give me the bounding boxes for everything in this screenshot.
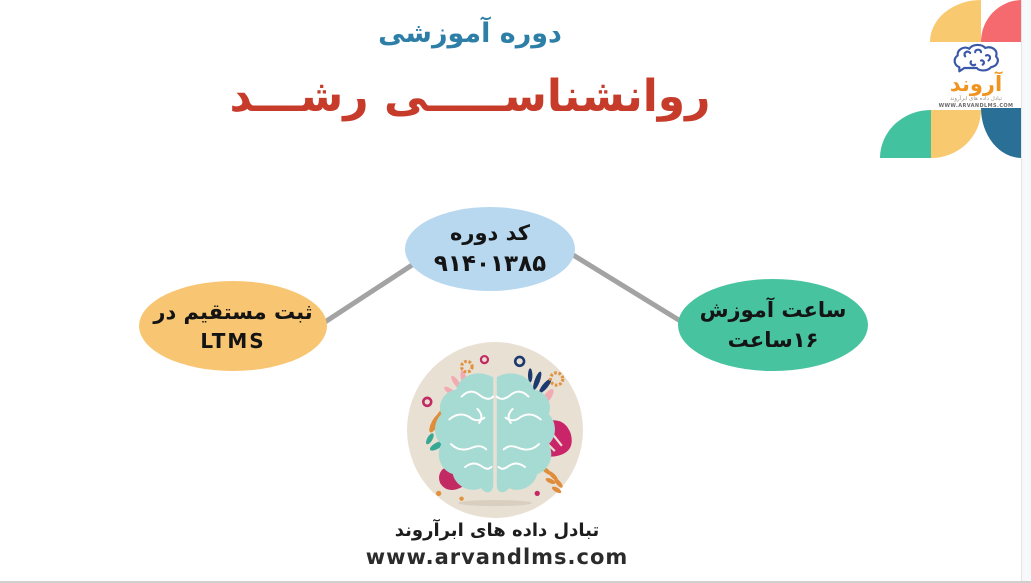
- course-kicker: دوره آموزشی: [378, 18, 562, 49]
- brand-website: WWW.ARVANDLMS.COM: [938, 102, 1014, 109]
- registration-node: [139, 281, 327, 371]
- registration-label: ثبت مستقیم در: [153, 299, 313, 324]
- brand-logo: [930, 43, 1022, 109]
- footer-tagline: تبادل داده های ابرآروند: [394, 520, 600, 541]
- course-code-value: ۹۱۴۰۱۳۸۵: [433, 251, 547, 277]
- course-title: روانشناســـــی رشـــد: [229, 71, 711, 122]
- brand-name: آروند: [949, 72, 1003, 96]
- training-hours-node: [678, 279, 868, 371]
- training-hours-value: ۱۶ساعت: [727, 328, 819, 352]
- course-code-node: [405, 207, 575, 291]
- slide-edge-strip: [1021, 0, 1031, 583]
- brain-logo-icon: [950, 43, 1002, 73]
- course-code-label: کد دوره: [450, 221, 530, 245]
- brand-tagline: تبادل داده های ابرآروند: [949, 96, 1003, 102]
- training-hours-label: ساعت آموزش: [699, 298, 847, 322]
- brain-illustration: [407, 342, 583, 518]
- header: [0, 0, 940, 122]
- registration-system: LTMS: [200, 328, 266, 353]
- footer: [0, 520, 994, 569]
- footer-website: www.arvandlms.com: [365, 545, 629, 569]
